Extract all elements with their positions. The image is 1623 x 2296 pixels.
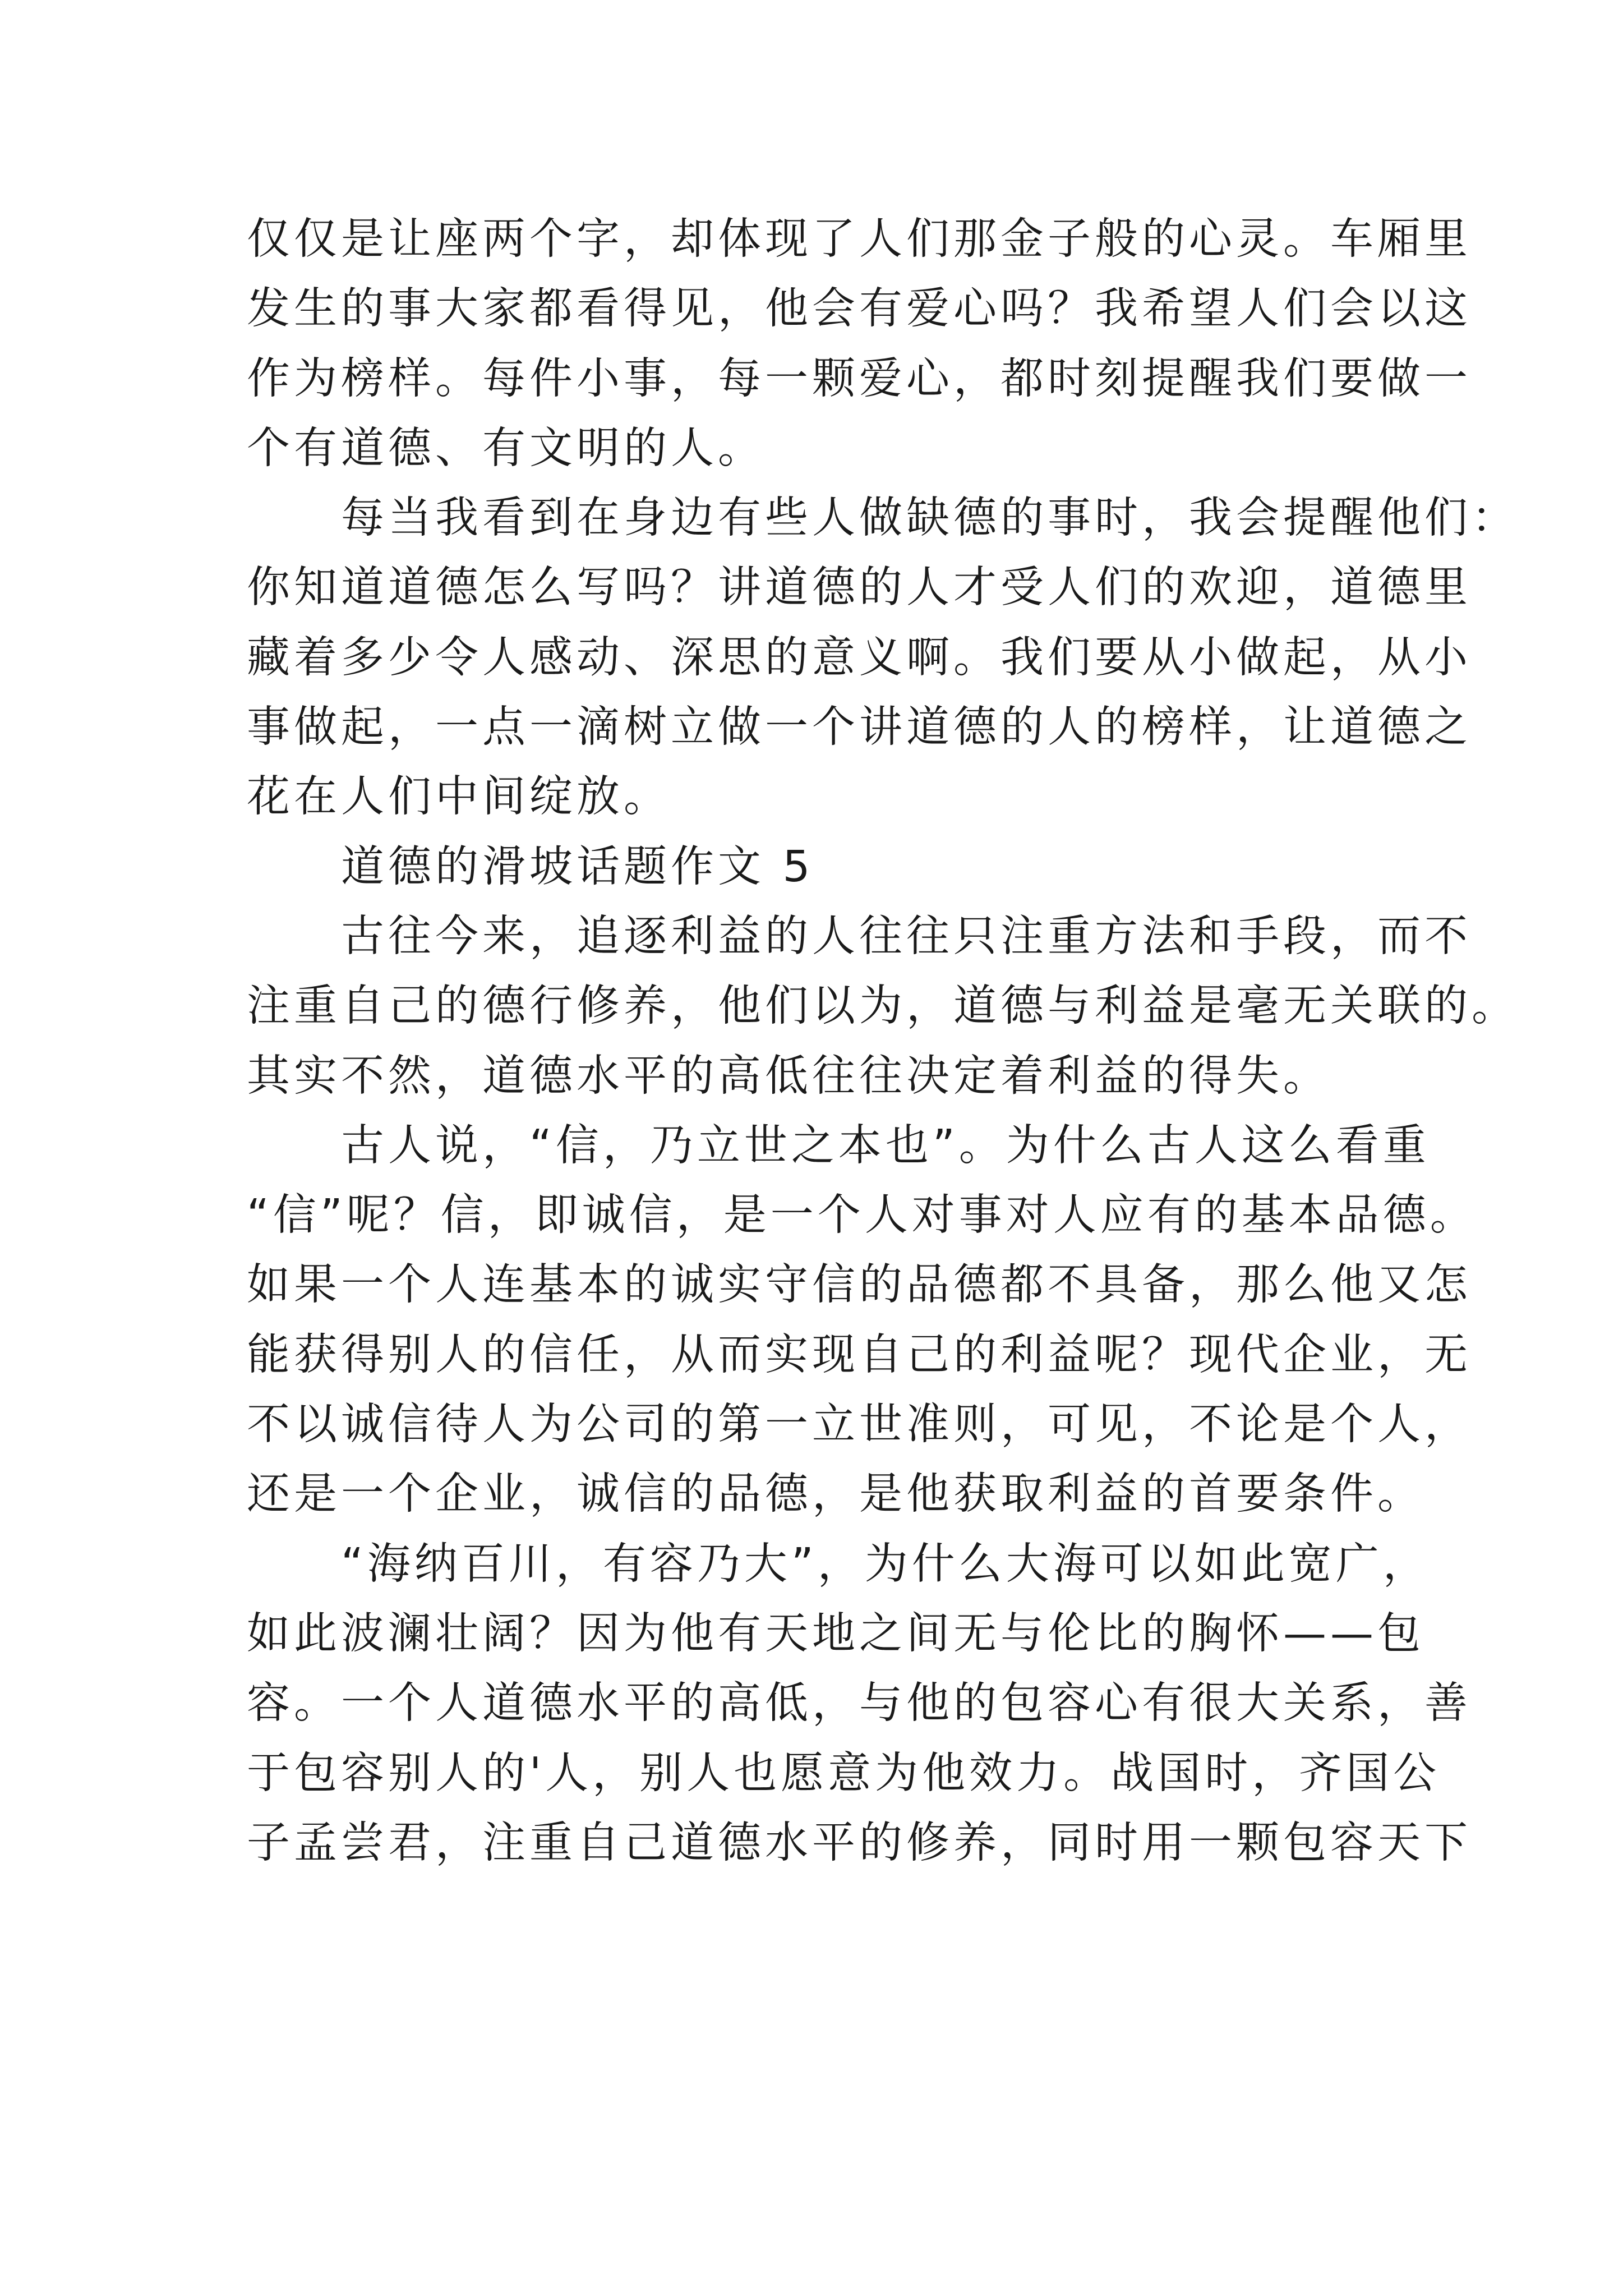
text-line: 其实不然，道德水平的高低往往决定着利益的得失。 xyxy=(247,1051,1330,1101)
text-line: 子孟尝君，注重自己道德水平的修养，同时用一颗包容天下 xyxy=(247,1818,1472,1868)
text-line: “信”呢？信，即诚信，是一个人对事对人应有的基本品德。 xyxy=(247,1190,1477,1241)
document-body xyxy=(247,205,1519,1878)
text-line: 能获得别人的信任，从而实现自己的利益呢？现代企业，无 xyxy=(247,1329,1472,1380)
text-line: 道德的滑坡话题作文 5 xyxy=(341,841,814,892)
text-line: 容。一个人道德水平的高低，与他的包容心有很大关系，善 xyxy=(247,1678,1472,1729)
text-line: 仅仅是让座两个字，却体现了人们那金子般的心灵。车厢里 xyxy=(247,214,1472,264)
text-line: 不以诚信待人为公司的第一立世准则，可见，不论是个人， xyxy=(247,1400,1472,1450)
text-line: 作为榜样。每件小事，每一颗爱心，都时刻提醒我们要做一 xyxy=(247,353,1472,404)
text-line: 花在人们中间绽放。 xyxy=(247,772,671,822)
text-line: 于包容别人的'人，别人也愿意为他效力。战国时，齐国公 xyxy=(247,1748,1441,1798)
text-line: 藏着多少令人感动、深思的意义啊。我们要从小做起，从小 xyxy=(247,632,1472,683)
text-line: “海纳百川，有容乃大”，为什么大海可以如此宽广， xyxy=(341,1539,1430,1589)
text-line: 你知道道德怎么写吗？讲道德的人才受人们的欢迎，道德里 xyxy=(247,563,1472,613)
text-line: 还是一个企业，诚信的品德，是他获取利益的首要条件。 xyxy=(247,1469,1424,1520)
text-line: 古人说，“信，乃立世之本也”。为什么古人这么看重 xyxy=(341,1120,1430,1171)
text-line: 如此波澜壮阔？因为他有天地之间无与伦比的胸怀——包 xyxy=(247,1608,1424,1659)
text-line: 古往今来，追逐利益的人往往只注重方法和手段，而不 xyxy=(341,911,1472,961)
text-line: 发生的事大家都看得见，他会有爱心吗？我希望人们会以这 xyxy=(247,284,1472,334)
text-line: 个有道德、有文明的人。 xyxy=(247,423,765,473)
text-line: 事做起，一点一滴树立做一个讲道德的人的榜样，让道德之 xyxy=(247,702,1472,753)
text-line: 每当我看到在身边有些人做缺德的事时，我会提醒他们： xyxy=(341,493,1519,544)
text-line: 注重自己的德行修养，他们以为，道德与利益是毫无关联的。 xyxy=(247,981,1519,1032)
text-line: 如果一个人连基本的诚实守信的品德都不具备，那么他又怎 xyxy=(247,1260,1472,1310)
